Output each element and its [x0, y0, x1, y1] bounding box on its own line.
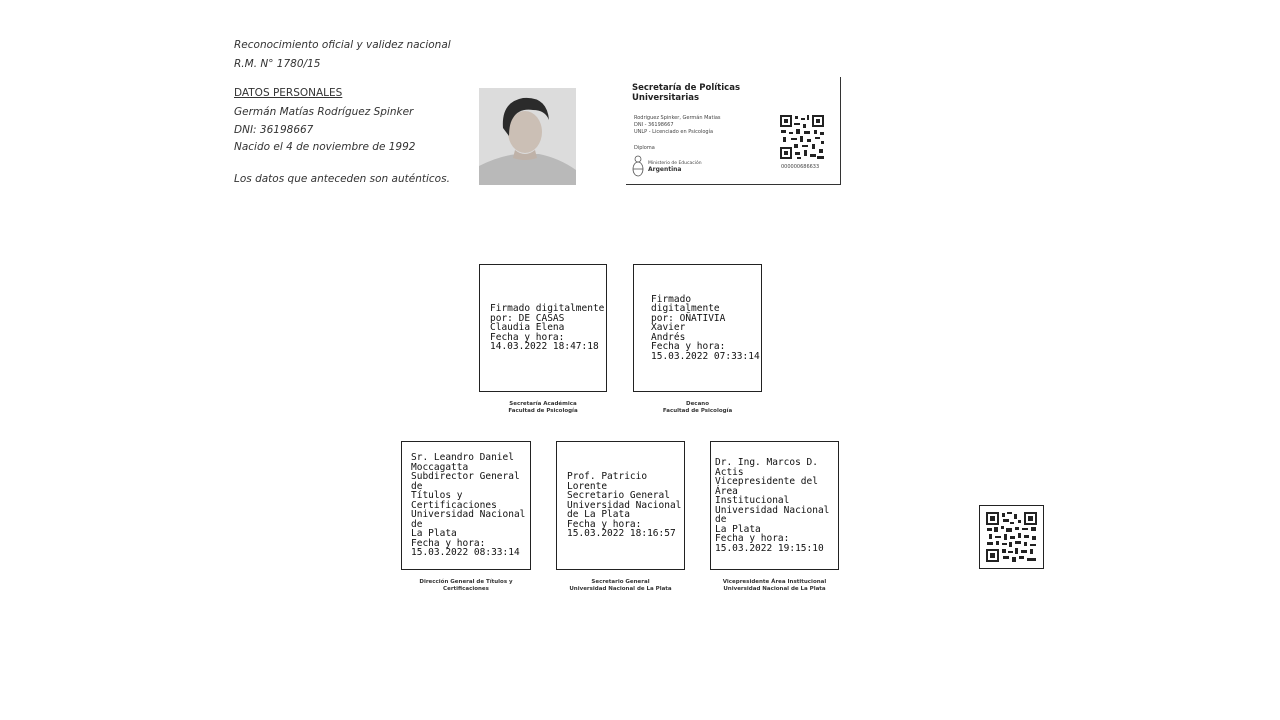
card-ministry: Ministerio de Educación [648, 161, 702, 166]
verification-qr-frame[interactable] [979, 505, 1044, 569]
signature-caption: Dirección General de Títulos y Certificaciones [419, 579, 513, 592]
qr-code-icon [980, 506, 1043, 568]
card-doc-type: Diploma [634, 145, 655, 151]
signature-box [633, 264, 762, 392]
signature-box [556, 441, 685, 570]
card-holder-dni: DNI - 36198667 [634, 122, 674, 128]
recognition-text: Reconocimiento oficial y validez nacional [234, 39, 451, 51]
portrait-image [479, 88, 576, 185]
resolution-number: R.M. N° 1780/15 [234, 58, 321, 70]
signature-caption: Secretaría Académica Facultad de Psicología [508, 401, 578, 414]
signature-text: Prof. Patricio Lorente Secretario General Universidad Nacional de La Plata Fecha y hora: 15.03.2022 18:16:57 [567, 471, 682, 540]
signature-box [479, 264, 607, 392]
signature-text: Firmado digitalmente por: OÑATIVIA Xavier Andrés Fecha y hora: 15.03.2022 07:33:14 [651, 293, 760, 362]
coat-of-arms-icon [632, 155, 644, 177]
signature-box [401, 441, 531, 570]
signature-text: Sr. Leandro Daniel Moccagatta Subdirector General de Títulos y Certificaciones Universidad Nacional de La Plata Fecha y hora: 15.03.2022 08:33:14 [411, 452, 526, 559]
personal-data-title: DATOS PERSONALES [234, 87, 343, 99]
signature-box [710, 441, 839, 570]
card-code: 000000686633 [781, 164, 820, 170]
person-name: Germán Matías Rodríguez Spinker [234, 106, 414, 118]
signature-caption: Vicepresidente Área Institucional Universidad Nacional de La Plata [722, 579, 827, 592]
signature-text: Firmado digitalmente por: DE CASAS Claudia Elena Fecha y hora: 14.03.2022 18:47:18 [490, 303, 605, 353]
diploma-card [626, 77, 841, 185]
card-degree: UNLP - Licenciado en Psicología [634, 129, 714, 135]
card-qr-code-icon [779, 114, 825, 160]
signature-caption: Secretario General Universidad Nacional de La Plata [569, 579, 672, 592]
card-country: Argentina [648, 166, 682, 173]
card-title: Secretaría de Políticas Universitarias [632, 83, 740, 103]
person-dni: DNI: 36198667 [234, 124, 314, 136]
card-holder-name: Rodriguez Spinker, Germán Matias [634, 115, 721, 121]
person-photo [479, 88, 576, 185]
signature-caption: Decano Facultad de Psicología [662, 401, 733, 414]
authenticity-statement: Los datos que anteceden son auténticos. [234, 173, 450, 185]
person-birth: Nacido el 4 de noviembre de 1992 [234, 141, 416, 153]
signature-text: Dr. Ing. Marcos D. Actis Vicepresidente del Área Institucional Universidad Nacional de La Plata Fecha y hora: 15.03.2022 19:15:10 [715, 457, 830, 554]
